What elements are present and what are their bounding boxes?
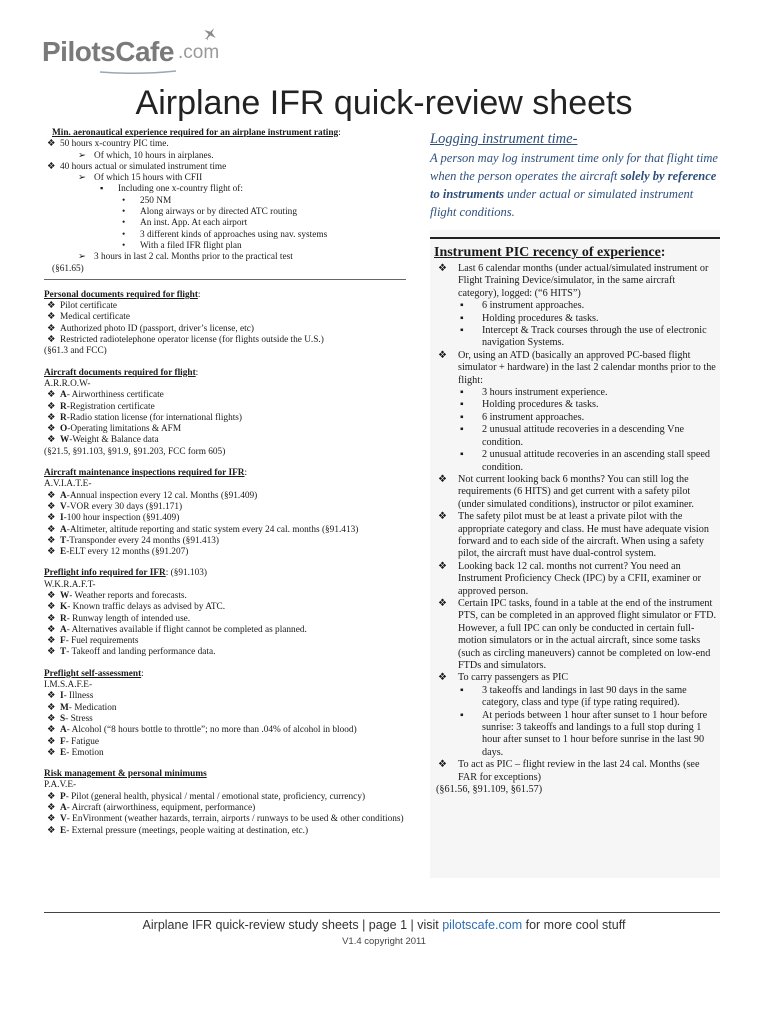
list-item	[434, 561, 718, 598]
list-item-text: - Known traffic delays as advised by ATC.	[67, 602, 226, 613]
list-item	[434, 449, 718, 474]
logo-domain: .com	[178, 42, 220, 63]
heading-colon: :	[141, 668, 144, 679]
bullet-icon: ❖	[47, 435, 56, 446]
mnemonic-letter: A	[60, 624, 67, 635]
list-item-text: Of which, 10 hours in airplanes.	[94, 150, 214, 161]
mnemonic-letter: V	[60, 501, 67, 512]
bullet-icon: ❖	[47, 335, 56, 346]
list-item	[44, 614, 406, 625]
bullet-icon: ▪	[460, 325, 464, 337]
risk-list	[44, 792, 406, 837]
list-item	[44, 625, 406, 636]
list-item-text: -Registration certificate	[66, 401, 155, 412]
bullet-icon: ▪	[460, 312, 464, 324]
personal-docs-list	[44, 301, 406, 346]
list-item-text: 2 unusual attitude recoveries in a descending Vne condition.	[482, 424, 685, 448]
bullet-icon: ❖	[47, 323, 56, 334]
recency-heading: Instrument PIC recency of experience	[434, 245, 661, 260]
self-assessment-mnemonic: I.M.S.A.F.E-	[44, 680, 93, 691]
list-item	[44, 748, 406, 759]
bullet-icon: ▪	[460, 300, 464, 312]
list-item	[44, 230, 406, 241]
list-item	[44, 435, 406, 446]
list-item	[44, 547, 406, 558]
left-column	[44, 128, 406, 847]
bullet-icon: ❖	[47, 401, 56, 412]
list-item	[44, 803, 406, 814]
logging-text-b: under actual or simulated instrument flight conditions.	[430, 187, 694, 219]
list-item-text: - Illness	[63, 691, 94, 702]
list-item-text: Not current looking back 6 months? You can still log the requirements (6 HITS) and get current with a safety pilot (under simulated conditions), instructor or pilot examiner.	[458, 473, 694, 510]
aircraft-docs-heading: Aircraft documents required for flight	[44, 367, 196, 378]
bullet-icon: ❖	[47, 312, 56, 323]
list-item	[434, 685, 718, 710]
list-item	[44, 207, 406, 218]
bullet-icon: ▪	[460, 387, 464, 399]
heading-colon: :	[197, 289, 201, 300]
mnemonic-letter: W	[60, 435, 70, 446]
list-item	[44, 151, 406, 162]
recency-top-rule	[430, 237, 720, 239]
heading-colon: :	[244, 468, 248, 479]
bullet-icon: ❖	[438, 672, 448, 684]
list-item-text: Or, using an ATD (basically an approved PC-based flight simulator + hardware) in the last 2 calendar months prior to the flight:	[458, 349, 716, 386]
mnemonic-letter: A	[60, 390, 67, 401]
list-item	[44, 647, 406, 658]
list-item-text: Holding procedures & tasks.	[482, 399, 599, 411]
list-item	[434, 399, 718, 411]
mnemonic-letter: I	[60, 691, 64, 702]
bullet-icon: ❖	[47, 725, 56, 736]
list-item-text: -VOR every 30 days (§91.171)	[66, 501, 183, 512]
mnemonic-letter: A	[60, 524, 67, 535]
footer-rule	[44, 912, 720, 913]
mnemonic-letter: E	[60, 825, 67, 836]
list-item-text: -Radio station license (for international flights)	[66, 412, 243, 423]
mnemonic-letter: V	[60, 814, 67, 825]
maintenance-list	[44, 491, 406, 559]
recency-ref: (§61.56, §91.109, §61.57)	[436, 784, 543, 796]
mnemonic-letter: A	[60, 490, 67, 501]
logo-swoosh	[98, 69, 178, 75]
list-item-text: 3 hours instrument experience.	[482, 387, 608, 399]
list-item	[44, 173, 406, 184]
list-item	[44, 502, 406, 513]
mnemonic-letter: W	[60, 590, 70, 601]
bullet-icon: ❖	[47, 412, 56, 423]
list-item-text: 3 takeoffs and landings in last 90 days in the same category, class and type (if type rating required).	[482, 684, 687, 709]
list-item-text: -Transponder every 24 months (§91.413)	[66, 535, 219, 546]
min-experience-heading: Min. aeronautical experience required for an airplane instrument rating	[52, 128, 339, 138]
aircraft-docs-ref: (§21.5, §91.103, §91.9, §91.203, FCC form 605)	[44, 446, 226, 457]
bullet-icon: ❖	[47, 713, 56, 724]
preflight-info-section	[44, 568, 406, 658]
bullet-icon: ❖	[47, 636, 56, 647]
bullet-icon: ❖	[47, 535, 56, 546]
list-item	[44, 424, 406, 435]
bullet-icon: ▪	[460, 399, 464, 411]
list-item	[44, 714, 406, 725]
list-item	[434, 263, 718, 300]
list-item-text: -Altimeter, altitude reporting and static system every 24 cal. months (§91.413)	[66, 524, 359, 535]
list-item-text: - Fuel requirements	[65, 636, 139, 647]
list-item	[44, 241, 406, 252]
list-item	[44, 536, 406, 547]
list-item	[434, 387, 718, 399]
list-item-text: - Runway length of intended use.	[66, 613, 191, 624]
aircraft-docs-section	[44, 368, 406, 458]
list-item	[44, 814, 406, 825]
mnemonic-letter: F	[60, 636, 66, 647]
personal-docs-section	[44, 290, 406, 358]
bullet-icon: ❖	[47, 490, 56, 501]
list-item-text: Medical certificate	[60, 312, 130, 323]
list-item-text: 3 hours in last 2 cal. Months prior to the practical test	[94, 252, 293, 263]
bullet-icon: ▪	[460, 709, 464, 721]
bullet-icon: •	[122, 218, 126, 229]
list-item-text: To carry passengers as PIC	[458, 672, 569, 684]
bullet-icon: ❖	[47, 590, 56, 601]
bullet-icon: •	[122, 229, 126, 240]
list-item	[44, 513, 406, 524]
bullet-icon: ❖	[47, 747, 56, 758]
list-item-text: Last 6 calendar months (under actual/simulated instrument or Flight Training Device/simulator, in the same aircraft category), logged: (“6 HITS”)	[458, 263, 709, 299]
bullet-icon: ❖	[47, 791, 56, 802]
list-item	[434, 325, 718, 350]
bullet-icon: ❖	[47, 602, 56, 613]
heading-colon: :	[338, 128, 341, 138]
pilotscafe-logo[interactable]	[42, 36, 242, 70]
list-item-text: -Weight & Balance data	[69, 435, 159, 446]
list-item	[44, 636, 406, 647]
bullet-icon: ▪	[460, 411, 464, 423]
min-experience-heading-row	[44, 128, 406, 139]
list-item	[434, 412, 718, 424]
list-item-text: - Medication	[68, 702, 117, 713]
mnemonic-letter: O	[60, 424, 68, 435]
logging-section	[430, 130, 718, 221]
risk-mnemonic: P.A.V.E-	[44, 780, 77, 791]
list-item-text: - Alcohol (“8 hours bottle to throttle”; no more than .04% of alcohol in blood)	[66, 725, 357, 736]
aircraft-docs-list	[44, 390, 406, 446]
list-item-text: - Airworthiness certificate	[66, 390, 164, 401]
list-item	[44, 162, 406, 173]
bullet-icon: ❖	[47, 825, 56, 836]
min-experience-list	[44, 139, 406, 263]
list-item-text: Restricted radiotelephone operator license (for flights outside the U.S.)	[60, 335, 324, 346]
list-item-text: Of which 15 hours with CFII	[94, 173, 203, 184]
list-item-text: With a filed IFR flight plan	[140, 240, 242, 251]
list-item-text: - Weather reports and forecasts.	[69, 590, 187, 601]
list-item-text: An inst. App. At each airport	[140, 218, 248, 229]
list-item	[44, 184, 406, 195]
mnemonic-letter: E	[60, 747, 67, 758]
bullet-icon: ❖	[47, 691, 56, 702]
list-item	[434, 424, 718, 449]
mnemonic-letter: A	[60, 725, 67, 736]
preflight-info-suffix: : (§91.103)	[165, 568, 208, 579]
list-item	[44, 413, 406, 424]
heading-colon: :	[195, 367, 199, 378]
aircraft-docs-mnemonic: A.R.R.O.W-	[44, 378, 91, 389]
list-item	[44, 691, 406, 702]
mnemonic-letter: R	[60, 401, 67, 412]
logging-heading: Logging instrument time	[430, 131, 573, 147]
list-item-text: - Stress	[65, 713, 93, 724]
maintenance-section	[44, 468, 406, 558]
bullet-icon: ❖	[47, 301, 56, 312]
list-item	[44, 703, 406, 714]
bullet-icon: ▪	[100, 184, 104, 195]
list-item-text: Along airways or by directed ATC routing	[140, 207, 297, 218]
list-item	[434, 474, 718, 511]
list-item	[44, 390, 406, 401]
list-item-text: - External pressure (meetings, people waiting at destination, etc.)	[66, 825, 309, 836]
bullet-icon: ❖	[47, 139, 56, 150]
list-item	[44, 196, 406, 207]
preflight-info-heading: Preflight info required for IFR	[44, 568, 166, 579]
list-item-text: -Annual inspection every 12 cal. Months (§91.409)	[66, 490, 258, 501]
footer-link[interactable]: pilotscafe.com	[442, 918, 523, 932]
list-item-text: - Takeoff and landing performance data.	[66, 647, 216, 658]
recency-list	[434, 263, 718, 784]
list-item	[44, 324, 406, 335]
list-item-text: To act as PIC – flight review in the last 24 cal. Months (see FAR for exceptions)	[458, 759, 700, 783]
list-item-text: - Alternatives available if flight cannot be completed as planned.	[66, 624, 307, 635]
bullet-icon: ❖	[438, 263, 448, 274]
list-item	[434, 710, 718, 760]
mnemonic-letter: E	[60, 547, 67, 558]
bullet-icon: ➢	[78, 150, 86, 161]
recency-section	[434, 244, 718, 796]
list-item	[44, 139, 406, 150]
airplane-icon	[202, 26, 218, 42]
list-item-text: -Operating limitations & AFM	[67, 424, 182, 435]
list-item-text: At periods between 1 hour after sunset to 1 hour before sunrise: 3 takeoffs and landings to a full stop during 1 hour after sunset to 1 hour before sunrise in the last 90 days.	[482, 709, 708, 758]
list-item	[44, 737, 406, 748]
min-experience-ref: (§61.65)	[52, 263, 84, 274]
list-item	[44, 826, 406, 837]
preflight-info-list	[44, 591, 406, 659]
list-item-text: Authorized photo ID (passport, driver’s license, etc)	[60, 323, 254, 334]
bullet-icon: ❖	[438, 759, 448, 771]
maintenance-mnemonic: A.V.I.A.T.E-	[44, 479, 92, 490]
mnemonic-letter: T	[60, 647, 67, 658]
preflight-info-mnemonic: W.K.R.A.F.T-	[44, 579, 96, 590]
mnemonic-letter: T	[60, 535, 67, 546]
logging-text-bold: solely by reference to instruments	[430, 169, 717, 201]
list-item-text: - Emotion	[66, 747, 104, 758]
list-item-text: 50 hours x-country PIC time.	[60, 139, 169, 150]
list-item-text: - Fatigue	[65, 736, 99, 747]
bullet-icon: ❖	[47, 803, 56, 814]
personal-docs-heading: Personal documents required for flight	[44, 289, 198, 300]
mnemonic-letter: I	[60, 513, 64, 524]
list-item-text: - EnVironment (weather hazards, terrain, airports / runways to be used & other conditions)	[66, 814, 404, 825]
list-item	[44, 402, 406, 413]
list-item-text: Certain IPC tasks, found in a table at the end of the instrument PTS, can be completed in an approved flight simulator or FTD. However, a full IPC can only be conducted in certain full-motion simulators or in the actual aircraft, since some tasks (such as circling maneuvers) cannot be completed on low-end FTDs and simulators.	[458, 597, 717, 671]
logging-text	[430, 149, 718, 221]
mnemonic-letter: R	[60, 613, 67, 624]
list-item	[434, 313, 718, 325]
bullet-icon: ❖	[47, 647, 56, 658]
recency-colon: :	[660, 245, 666, 260]
list-item-text: Pilot certificate	[60, 301, 118, 312]
list-item	[44, 335, 406, 346]
list-item	[434, 598, 718, 672]
list-item-text: - Aircraft (airworthiness, equipment, performance)	[66, 803, 256, 814]
list-item-text: 250 NM	[140, 195, 172, 206]
list-item	[44, 591, 406, 602]
bullet-icon: •	[122, 240, 126, 251]
list-item	[434, 300, 718, 312]
list-item	[44, 792, 406, 803]
bullet-icon: •	[122, 195, 126, 206]
list-item	[434, 759, 718, 784]
bullet-icon: ❖	[47, 524, 56, 535]
bullet-icon: ❖	[47, 613, 56, 624]
recency-heading-row	[434, 244, 718, 261]
list-item-text: 6 instrument approaches.	[482, 411, 585, 423]
footer-text-a: Airplane IFR quick-review study sheets | page 1 | visit	[142, 918, 443, 932]
bullet-icon: ▪	[460, 424, 464, 436]
maintenance-heading: Aircraft maintenance inspections required for IFR	[44, 468, 245, 479]
bullet-icon: ❖	[47, 702, 56, 713]
mnemonic-letter: P	[60, 791, 66, 802]
list-item-text: 6 instrument approaches.	[482, 300, 585, 312]
logging-text-a: A person may log instrument time only for that flight time when the person operates the aircraft	[430, 151, 718, 183]
list-item-text: 40 hours actual or simulated instrument time	[60, 161, 227, 172]
self-assessment-section	[44, 669, 406, 759]
logging-heading-row	[430, 130, 718, 148]
footer	[0, 918, 768, 932]
mnemonic-letter: K	[60, 602, 68, 613]
list-item-text: -ELT every 12 months (§91.207)	[66, 547, 189, 558]
list-item	[44, 725, 406, 736]
list-item-text: Intercept & Track courses through the use of electronic navigation Systems.	[482, 325, 707, 349]
bullet-icon: ▪	[460, 684, 464, 696]
list-item	[434, 672, 718, 684]
logo-brand: PilotsCafe	[42, 36, 174, 67]
min-experience-section	[44, 128, 406, 275]
bullet-icon: ❖	[438, 511, 448, 523]
list-item-text: The safety pilot must be at least a private pilot with the appropriate category and class. He must have adequate vision forward and to each side of the aircraft. When using a safety pilot, the aircraft must have dual-control system.	[458, 511, 709, 560]
list-item	[44, 218, 406, 229]
list-item-text: -100 hour inspection (§91.409)	[63, 513, 180, 524]
list-item	[434, 511, 718, 561]
list-item	[44, 312, 406, 323]
list-item-text: 2 unusual attitude recoveries in an ascending stall speed condition.	[482, 449, 711, 473]
list-item	[44, 602, 406, 613]
list-item-text: 3 different kinds of approaches using nav. systems	[140, 229, 328, 240]
bullet-icon: ➢	[78, 252, 86, 263]
bullet-icon: ❖	[438, 560, 448, 572]
bullet-icon: ▪	[460, 449, 464, 461]
bullet-icon: ❖	[47, 814, 56, 825]
bullet-icon: ➢	[78, 173, 86, 184]
bullet-icon: ❖	[47, 390, 56, 401]
list-item-text: Including one x-country flight of:	[118, 184, 243, 195]
logging-dash: -	[572, 131, 578, 147]
footer-text-b: for more cool stuff	[522, 918, 626, 932]
page-title: Airplane IFR quick-review sheets	[135, 84, 633, 122]
bullet-icon: ❖	[47, 161, 56, 172]
risk-section	[44, 769, 406, 837]
bullet-icon: ❖	[47, 424, 56, 435]
bullet-icon: ❖	[47, 547, 56, 558]
bullet-icon: ❖	[47, 501, 56, 512]
list-item	[44, 525, 406, 536]
bullet-icon: ❖	[47, 736, 56, 747]
self-assessment-heading: Preflight self-assessment	[44, 668, 142, 679]
risk-heading: Risk management & personal minimums	[44, 769, 207, 780]
bullet-icon: ❖	[47, 513, 56, 524]
list-item	[44, 491, 406, 502]
self-assessment-list	[44, 691, 406, 759]
bullet-icon: •	[122, 207, 126, 218]
mnemonic-letter: F	[60, 736, 66, 747]
list-item	[434, 350, 718, 387]
mnemonic-letter: M	[60, 702, 69, 713]
mnemonic-letter: S	[60, 713, 66, 724]
mnemonic-letter: A	[60, 803, 67, 814]
list-item	[44, 252, 406, 263]
personal-docs-ref: (§61.3 and FCC)	[44, 346, 107, 357]
list-item-text: Looking back 12 cal. months not current? You need an Instrument Proficiency Check (IPC) by a CFII, examiner or approved person.	[458, 560, 702, 597]
list-item-text: - Pilot (general health, physical / mental / emotional state, proficiency, currency)	[65, 791, 366, 802]
bullet-icon: ❖	[438, 597, 448, 609]
list-item	[44, 301, 406, 312]
section-divider	[44, 279, 406, 280]
bullet-icon: ❖	[438, 349, 448, 361]
bullet-icon: ❖	[47, 624, 56, 635]
bullet-icon: ❖	[438, 473, 448, 485]
mnemonic-letter: R	[60, 412, 67, 423]
list-item-text: Holding procedures & tasks.	[482, 312, 599, 324]
version-copyright: V1.4 copyright 2011	[342, 936, 426, 947]
